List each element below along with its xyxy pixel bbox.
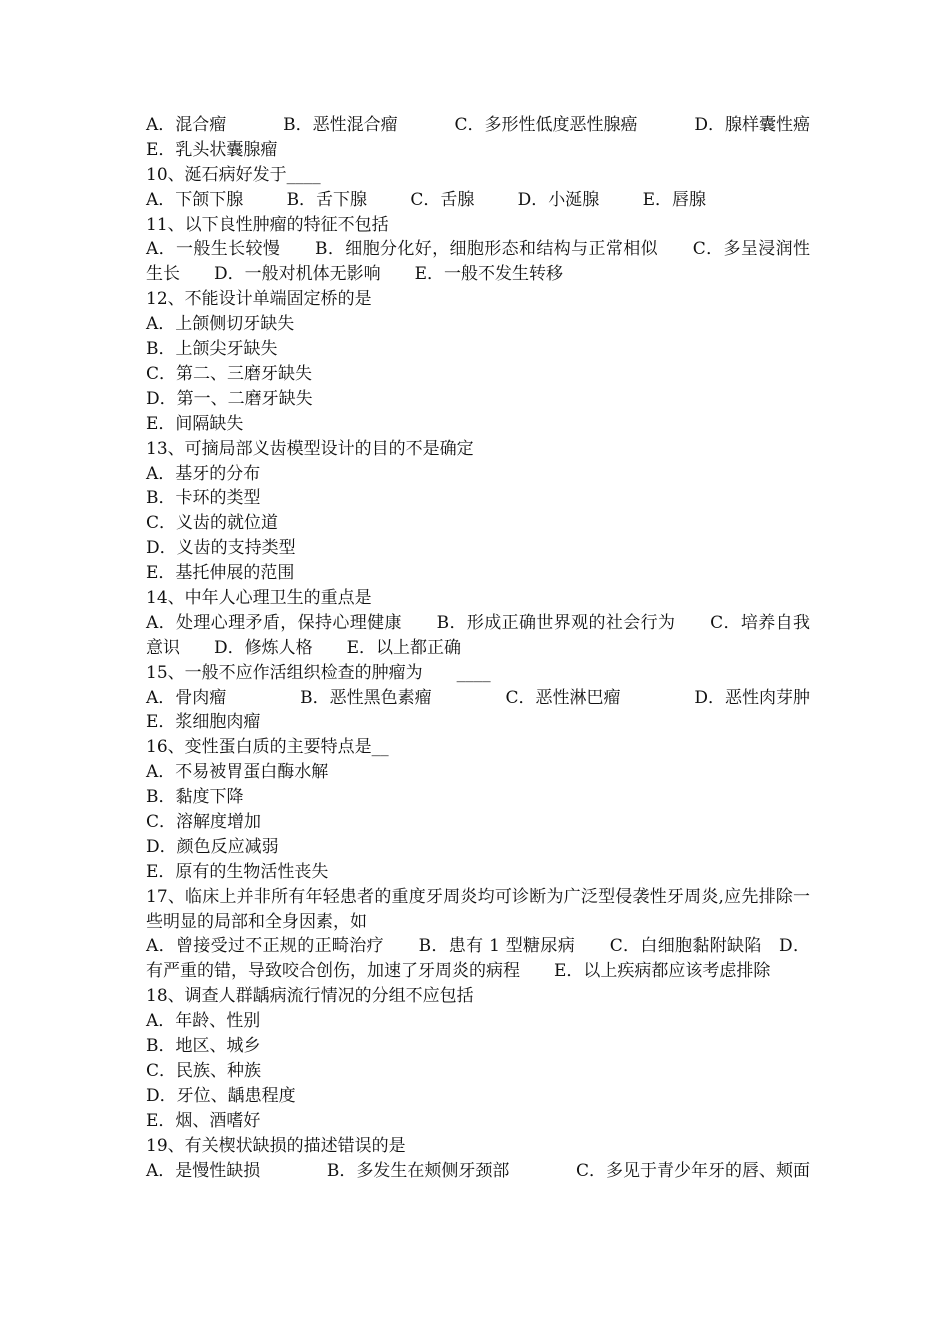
option-b: B．多发生在颊侧牙颈部 — [326, 1160, 510, 1181]
q18-option-a: A．年龄、性别 — [146, 1011, 261, 1032]
option-c: C．多见于青少年牙的唇、颊面 — [575, 1160, 810, 1181]
q16-option-e: E．原有的生物活性丧失 — [146, 861, 329, 882]
question-11: 11、以下良性肿瘤的特征不包括 — [146, 214, 389, 235]
q12-option-c: C．第二、三磨牙缺失 — [146, 363, 313, 384]
q15-option-e: E．浆细胞肉瘤 — [146, 712, 261, 733]
option-d: D．小涎腺 — [517, 189, 600, 210]
q13-option-e: E．基托伸展的范围 — [146, 563, 295, 584]
q12-option-d: D．第一、二磨牙缺失 — [146, 388, 313, 409]
q14-options: A．处理心理矛盾，保持心理健康 B．形成正确世界观的社会行为 C．培养自我意识 D．修炼人格 E．以上都正确 — [146, 612, 810, 658]
option-b: B．恶性黑色素瘤 — [300, 687, 432, 708]
q19-options-row — [146, 1159, 810, 1184]
q12-option-b: B．上颌尖牙缺失 — [146, 339, 278, 360]
option-c: C．多形性低度恶性腺癌 — [454, 115, 638, 135]
question-18: 18、调查人群龋病流行情况的分组不应包括 — [146, 986, 474, 1007]
q16-option-c: C．溶解度增加 — [146, 812, 262, 832]
q17-options: A．曾接受过不正规的正畸治疗 B．患有 1 型糖尿病 C．白细胞黏附缺陷 D．有严重的错，导致咬合创伤，加速了牙周炎的病程 E．以上疾病都应该考虑排除 — [146, 936, 810, 982]
q9-option-e: E．乳头状囊腺瘤 — [146, 139, 278, 160]
option-a: A．骨肉瘤 — [146, 687, 227, 708]
q13-option-b: B．卡环的类型 — [146, 488, 261, 509]
option-a: A．是慢性缺损 — [146, 1160, 261, 1181]
q13-option-a: A．基牙的分布 — [146, 463, 261, 484]
question-13: 13、可摘局部义齿模型设计的目的不是确定 — [146, 438, 474, 459]
question-15: 15、一般不应作活组织检查的肿瘤为 ____ — [146, 662, 491, 683]
option-c: C．恶性淋巴瘤 — [505, 687, 621, 708]
q18-option-c: C．民族、种族 — [146, 1060, 262, 1081]
q16-option-a: A．不易被胃蛋白酶水解 — [146, 762, 329, 783]
q13-option-d: D．义齿的支持类型 — [146, 538, 296, 559]
option-b: B．舌下腺 — [286, 189, 368, 210]
q12-option-e: E．间隔缺失 — [146, 413, 244, 434]
option-c: C．舌腺 — [410, 189, 475, 210]
question-16: 16、变性蛋白质的主要特点是__ — [146, 737, 389, 758]
question-19: 19、有关楔状缺损的描述错误的是 — [146, 1135, 406, 1156]
q9-options-row — [146, 113, 810, 138]
option-d: D．恶性肉芽肿 — [694, 687, 810, 708]
q12-option-a: A．上颌侧切牙缺失 — [146, 314, 295, 335]
q11-options: A．一般生长较慢 B．细胞分化好，细胞形态和结构与正常相似 C．多呈浸润性生长 D．一般对机体无影响 E．一般不发生转移 — [146, 239, 810, 285]
question-10: 10、涎石病好发于____ — [146, 164, 321, 185]
option-d: D．腺样囊性癌 — [694, 115, 810, 135]
option-a: A．混合瘤 — [146, 115, 227, 135]
question-12: 12、不能设计单端固定桥的是 — [146, 289, 372, 310]
q15-options-row — [146, 686, 810, 711]
q18-option-d: D．牙位、龋患程度 — [146, 1085, 296, 1106]
q16-option-b: B．黏度下降 — [146, 787, 244, 808]
q10-options-row — [146, 188, 706, 213]
option-a: A．下颌下腺 — [146, 189, 244, 210]
option-b: B．恶性混合瘤 — [283, 115, 398, 135]
q16-option-d: D．颜色反应减弱 — [146, 836, 279, 857]
document-page — [146, 113, 810, 1183]
q18-option-e: E．烟、酒嗜好 — [146, 1110, 261, 1131]
question-17: 17、临床上并非所有年轻患者的重度牙周炎均可诊断为广泛型侵袭性牙周炎,应先排除一些明显的局部和全身因素，如 — [146, 886, 810, 932]
q13-option-c: C．义齿的就位道 — [146, 513, 279, 534]
q18-option-b: B．地区、城乡 — [146, 1036, 261, 1057]
option-e: E．唇腺 — [642, 189, 706, 210]
question-14: 14、中年人心理卫生的重点是 — [146, 587, 372, 608]
